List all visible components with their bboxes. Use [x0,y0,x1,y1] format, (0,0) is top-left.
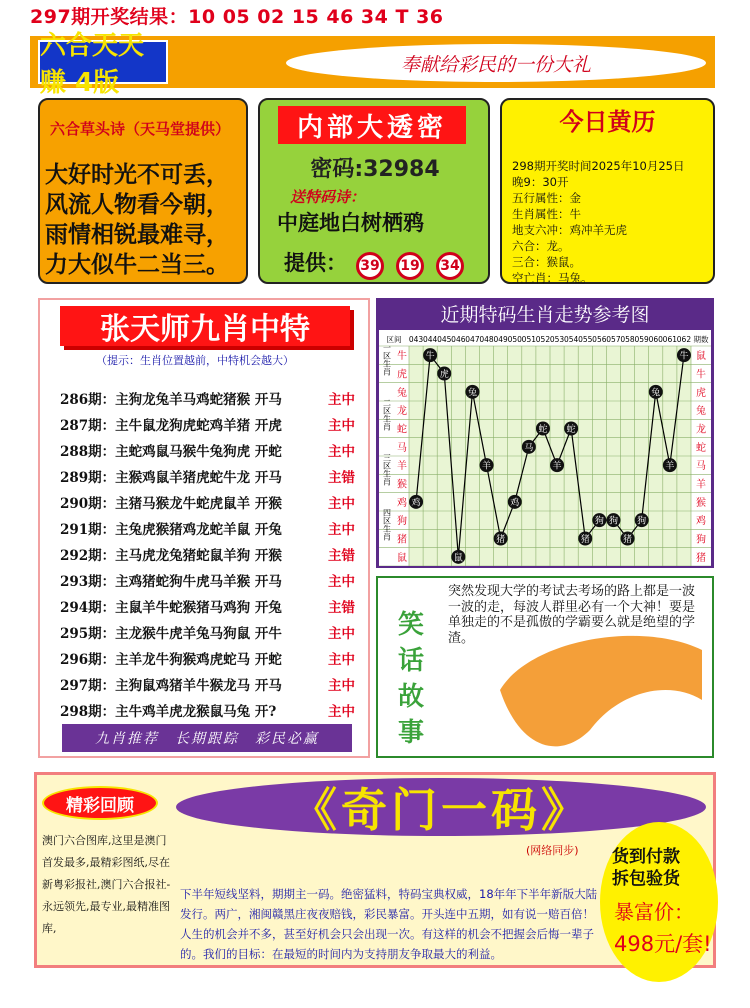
prediction-row [60,414,355,438]
chart-animal-label-right: 马 [696,461,706,473]
chart-animal-label: 兔 [397,387,407,399]
chart-point-label: 猪 [580,535,590,545]
chart-period-header: 区间 [386,335,402,344]
prediction-row [60,518,355,542]
chart-animal-label-right: 猪 [696,552,706,564]
chart-zone-label: 一区生肖 [382,343,392,376]
joke-text: 突然发现大学的考试去考场的路上都是一波一波的走，每波人群里必有一个大神！要是单独走的不是孤傲的学霸要么就是绝望的学渣。 [448,584,696,646]
chart-period-label: 048 [479,335,494,344]
prediction-row [60,648,355,672]
almanac-line: 空亡肖：马兔。 [512,271,593,285]
poem-line: 大好时光不可丢， [45,162,229,188]
price-label: 暴富价： [614,900,694,924]
chart-animal-label: 鼠 [397,552,407,564]
nine-zodiac-hint: （提示：生肖位置越前，中特机会越大） [96,354,294,367]
prediction-text: 290期：主猪马猴龙牛蛇虎鼠羊 开猴 [60,496,282,512]
chart-period-label: 045 [437,335,452,344]
poem-title: 六合草头诗（天马堂提供） [50,120,231,138]
chart-point-label: 猪 [623,535,633,545]
prediction-result: 主错 [328,600,355,616]
chart-animal-label: 羊 [397,461,407,473]
prediction-result: 主中 [328,626,355,642]
chart-animal-label-right: 牛 [696,369,706,381]
number-ball: 34 [436,252,464,280]
chart-period-label: 043 [408,335,424,344]
chart-animal-label: 猴 [397,479,407,491]
chart-period-label: 049 [493,335,508,344]
chart-point-label: 狗 [594,516,604,527]
chart-animal-label-right: 蛇 [696,442,706,454]
chart-period-label: 052 [535,335,551,344]
chart-period-label: 051 [521,335,537,344]
prediction-result: 主中 [328,678,355,694]
chart-period-label: 057 [606,335,621,344]
poem-line: 风流人物看今朝， [45,192,229,218]
prediction-row [60,388,355,412]
prediction-result: 主中 [328,392,355,408]
prediction-result: 主中 [328,444,355,460]
chart-period-label: 056 [592,335,607,344]
chart-animal-label: 鸡 [397,497,407,509]
chart-period-label: 059 [634,335,649,344]
inspect-text: 拆包验货 [612,869,680,889]
prediction-row [60,440,355,464]
chart-period-label: 060 [648,335,663,344]
chart-point-label: 羊 [482,461,492,472]
chart-zone-label: 三区生肖 [382,453,392,486]
chart-period-label: 055 [578,335,593,344]
joke-heading-char: 故 [398,682,425,712]
prediction-row [60,596,355,620]
almanac-line: 298期开奖时间2025年10月25日 [512,159,685,173]
prediction-result: 主中 [328,418,355,434]
review-text: 澳门六合图库,这里是澳门首发最多,最精彩图纸,尽在新粤彩报社,澳门六合报社-永远领先,最专业,最精准图库, [42,834,171,935]
chart-animal-label-right: 狗 [696,534,706,546]
chart-animal-label-right: 猴 [696,497,706,509]
prediction-result: 主中 [328,652,355,668]
nine-zodiac-title: 张天师九肖中特 [60,306,350,346]
chart-point-label: 狗 [608,516,618,527]
number-ball: 19 [396,252,424,280]
chart-animal-label: 马 [397,442,407,454]
prediction-result: 主错 [328,548,355,564]
prediction-text: 297期：主狗鼠鸡猪羊牛猴龙马 开马 [60,678,282,694]
almanac-line: 生肖属性：牛 [512,207,581,221]
prediction-row [60,570,355,594]
prediction-row [60,492,355,516]
chart-period-label: 054 [563,335,579,344]
sync-note: (网络同步) [526,844,579,857]
joke-heading-char: 事 [398,718,425,748]
number-ball: 39 [356,252,384,280]
chart-point-label: 虎 [439,370,449,380]
poem-line: 力大似牛二当三。 [45,252,229,278]
chart-point-label: 猪 [496,535,506,545]
draw-result: 297期开奖结果：10 05 02 15 46 34 T 36 [30,6,444,28]
trend-chart-title: 近期特码生肖走势参考图 [440,304,650,326]
prediction-row [60,674,355,698]
provide-label: 提供： [284,251,347,275]
chart-animal-label-right: 鼠 [696,351,706,363]
prediction-text: 287期：主牛鼠龙狗虎蛇鸡羊猪 开虎 [60,418,282,434]
chart-right-header: 期数 [693,335,709,344]
prediction-row [60,622,355,646]
chart-point-label: 鸡 [510,498,520,509]
review-title: 精彩回顾 [42,786,158,820]
chart-point-label: 鼠 [453,553,463,564]
prediction-text: 288期：主蛇鸡鼠马猴牛兔狗虎 开蛇 [60,444,282,460]
almanac-line: 晚9：30开 [512,175,569,189]
chart-point-label: 兔 [651,388,661,399]
cod-text: 货到付款 [612,847,680,867]
chart-point-label: 牛 [679,351,689,362]
prediction-result: 主中 [328,522,355,538]
price-value: 498元/套! [614,932,712,956]
chart-animal-label: 蛇 [397,424,407,436]
chart-point-label: 蛇 [538,425,548,435]
prediction-row [60,700,355,724]
chart-period-label: 053 [549,335,565,344]
chart-period-label: 058 [620,335,635,344]
chart-animal-label-right: 兔 [696,406,706,418]
chart-animal-label: 猪 [397,534,407,546]
almanac-line: 五行属性：金 [512,191,581,205]
chart-animal-label-right: 龙 [696,424,706,436]
chart-animal-label: 虎 [397,369,407,381]
almanac-line: 三合：猴鼠。 [512,255,581,269]
joke-heading-char: 话 [398,646,425,676]
almanac-line: 六合：龙。 [512,239,570,253]
chart-point-label: 蛇 [566,425,576,435]
qimen-title: 《奇门一码》 [176,778,706,836]
trend-chart [379,330,711,566]
secret-title: 内部大透密 [278,106,466,144]
chart-point-label: 鸡 [411,498,421,509]
chart-point-label: 马 [524,443,534,454]
prediction-text: 289期：主猴鸡鼠羊猪虎蛇牛龙 开马 [60,470,282,486]
chart-point-label: 牛 [425,351,435,362]
slogan: 奉献给彩民的一份大礼 [286,44,706,82]
chart-point-label: 羊 [552,461,562,472]
chart-animal-label: 牛 [397,351,407,363]
prediction-row [60,466,355,490]
chart-point-label: 兔 [467,388,477,399]
prediction-text: 293期：主鸡猪蛇狗牛虎马羊猴 开马 [60,574,282,590]
almanac-title: 今日黄历 [559,107,656,136]
chart-animal-label: 狗 [397,516,407,528]
prediction-text: 286期：主狗龙兔羊马鸡蛇猪猴 开马 [60,392,282,408]
chart-period-label: 046 [451,335,466,344]
prediction-text: 295期：主龙猴牛虎羊兔马狗鼠 开牛 [60,626,282,642]
chart-animal-label: 龙 [397,406,407,418]
chart-zone-label: 二区生肖 [382,398,392,431]
prediction-text: 294期：主鼠羊牛蛇猴猪马鸡狗 开兔 [60,600,282,616]
poem-line: 雨情相锐最难寻， [45,222,229,248]
prediction-result: 主中 [328,574,355,590]
joke-heading-char: 笑 [398,610,425,640]
chart-period-label: 061 [662,335,678,344]
secret-code: 密码:32984 [310,157,440,182]
secret-poem: 中庭地白树栖鸦 [277,210,424,235]
almanac-line: 地支六冲：鸡冲羊无虎 [512,223,627,237]
chart-zone-label: 四区生肖 [382,508,392,541]
edition-badge: 六合天天赚 4版 [38,40,168,84]
chart-period-label: 050 [507,335,522,344]
prediction-text: 298期：主牛鸡羊虎龙猴鼠马兔 开? [60,704,277,720]
chart-animal-label-right: 虎 [696,387,706,399]
prediction-result: 主错 [328,470,355,486]
prediction-row [60,544,355,568]
chart-point-label: 狗 [637,516,647,527]
qimen-text: 下半年短线坚料，期期主一码。绝密猛料，特码宝典权威，18年年下半年新版大陆发行。两广，湘闽赣黑庄夜夜赔钱，彩民暴富。开头连中五期，如有说一赔百倍！人生的机会并不多，甚至好机会只会出现一次。有这样的机会不把握会后悔一辈子的。我们的目标：在最短的时间内为支持朋友争取最大的利益。 [180,887,598,961]
chart-animal-label-right: 鸡 [696,516,706,528]
secret-poem-label: 送特码诗： [290,188,366,206]
chart-period-label: 047 [465,335,480,344]
prediction-result: 主中 [328,496,355,512]
prediction-text: 291期：主兔虎猴猪鸡龙蛇羊鼠 开兔 [60,522,282,538]
prediction-result: 主中 [328,704,355,720]
nine-zodiac-footer: 九肖推荐 长期跟踪 彩民必赢 [62,724,352,752]
chart-period-label: 062 [676,335,692,344]
chart-period-label: 044 [422,335,438,344]
prediction-text: 292期：主马虎龙兔猪蛇鼠羊狗 开猴 [60,548,282,564]
chart-point-label: 羊 [665,461,675,472]
prediction-text: 296期：主羊龙牛狗猴鸡虎蛇马 开蛇 [60,652,282,668]
chart-animal-label-right: 羊 [696,479,706,491]
